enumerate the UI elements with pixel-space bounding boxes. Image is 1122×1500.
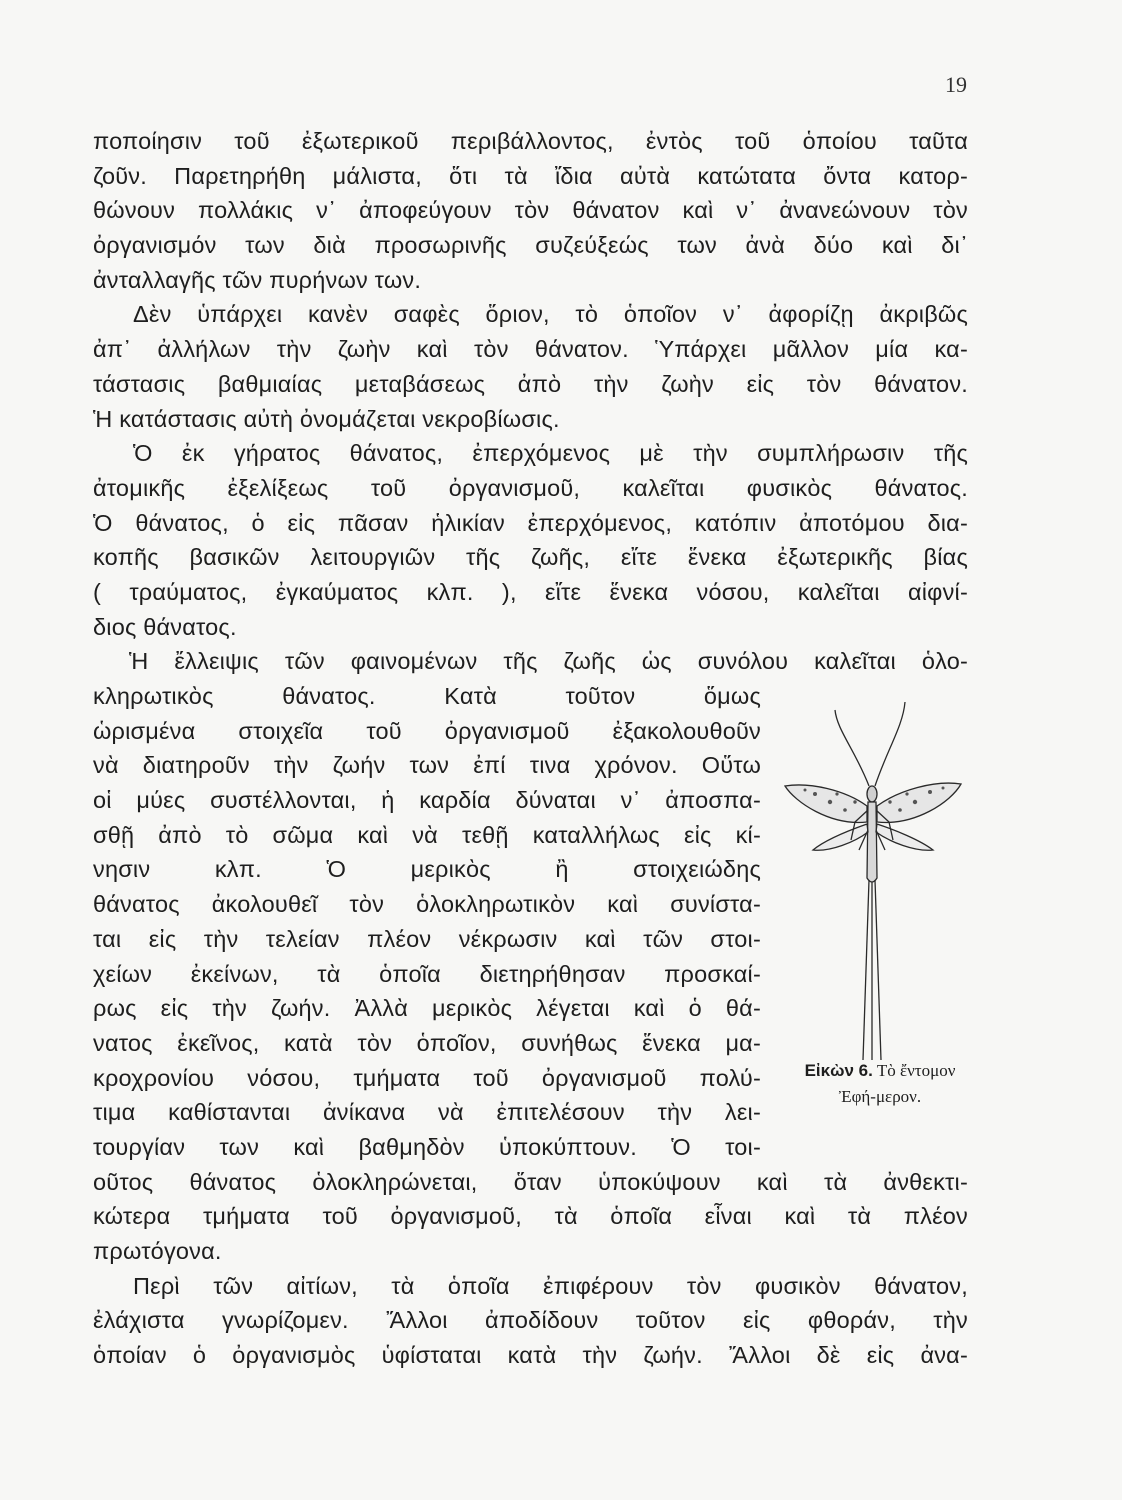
text-line: ( τραύματος, ἐγκαύματος κλπ. ), εἴτε ἕνεκα νόσου, καλεῖται αἰφνί- bbox=[93, 578, 968, 605]
figure-caption-text: Τὸ ἔντομον Ἐφή-μερον. bbox=[838, 1061, 956, 1106]
text-line: Ἡ ἔλλειψις τῶν φαινομένων τῆς ζωῆς ὡς συνόλου καλεῖται ὁλο- bbox=[129, 648, 968, 675]
text-line: Περὶ τῶν αἰτίων, τὰ ὁποῖα ἐπιφέρουν τὸν φυσικὸν θάνατον, bbox=[133, 1272, 968, 1299]
text-line: ζοῦν. Παρετηρήθη μάλιστα, ὅτι τὰ ἴδια αὐτὰ κατώτατα ὄντα κατορ- bbox=[93, 162, 968, 189]
text-line: ἀνταλλαγῆς τῶν πυρήνων των. bbox=[93, 266, 422, 293]
text-line: νησιν κλπ. Ὁ μερικὸς ἢ στοιχειώδης bbox=[93, 856, 761, 883]
text-line: ἀπ᾽ ἀλλήλων τὴν ζωὴν καὶ τὸν θάνατον. Ὑπάρχει μᾶλλον μία κα- bbox=[93, 336, 968, 363]
text-line: πρωτόγονα. bbox=[93, 1238, 222, 1264]
page-number: 19 bbox=[945, 72, 967, 97]
text-line: ὡρισμένα στοιχεῖα τοῦ ὀργανισμοῦ ἐξακολουθοῦν bbox=[93, 717, 761, 744]
text-line: κληρωτικὸς θάνατος. Κατὰ τοῦτον ὅμως bbox=[93, 683, 761, 709]
text-line: τουργίαν των καὶ βαθμηδὸν ὑποκύπτουν. Ὁ τοι- bbox=[93, 1133, 761, 1160]
text-line: ποποίησιν τοῦ ἐξωτερικοῦ περιβάλλοντος, ἐντὸς τοῦ ὁποίου ταῦτα bbox=[93, 128, 968, 154]
text-line: οῦτος θάνατος ὁλοκληρώνεται, ὅταν ὑποκύψουν καὶ τὰ ἀνθεκτι- bbox=[93, 1168, 968, 1195]
text-line: ται εἰς τὴν τελείαν πλέον νέκρωσιν καὶ τῶν στοι- bbox=[93, 925, 761, 952]
text-line: οἱ μύες συστέλλονται, ἡ καρδία δύναται ν᾽ ἀποσπα- bbox=[93, 787, 761, 814]
text-line: κώτερα τμήματα τοῦ ὀργανισμοῦ, τὰ ὁποῖα εἶναι καὶ τὰ πλέον bbox=[93, 1203, 968, 1230]
text-line: ἐλάχιστα γνωρίζομεν. Ἄλλοι ἀποδίδουν τοῦτον εἰς φθοράν, τὴν bbox=[93, 1307, 968, 1334]
text-line: τάστασις βαθμιαίας μεταβάσεως ἀπὸ τὴν ζωὴν εἰς τὸν θάνατον. bbox=[93, 370, 968, 397]
text-line: ὀργανισμόν των διὰ προσωρινῆς συζεύξεώς των ἀνὰ δύο καὶ δι᾽ bbox=[93, 232, 968, 259]
text-line: σθῇ ἀπὸ τὸ σῶμα καὶ νὰ τεθῇ καταλλήλως εἰς κί- bbox=[93, 821, 761, 848]
text-line: θάνατος ἀκολουθεῖ τὸν ὁλοκληρωτικὸν καὶ συνίστα- bbox=[93, 891, 761, 918]
text-line: Ὁ θάνατος, ὁ εἰς πᾶσαν ἡλικίαν ἐπερχόμενος, κατόπιν ἀποτόμου δια- bbox=[93, 509, 968, 536]
text-line: νὰ διατηροῦν τὴν ζωήν των ἐπί τινα χρόνον. Οὕτω bbox=[93, 752, 761, 779]
text-line: θώνουν πολλάκις ν᾽ ἀποφεύγουν τὸν θάνατον καὶ ν᾽ ἀνανεώνουν τὸν bbox=[93, 197, 968, 224]
text-line: κοπῆς βασικῶν λειτουργιῶν τῆς ζωῆς, εἴτε ἕνεκα ἐξωτερικῆς βίας bbox=[93, 544, 968, 571]
text-line: νατος ἐκεῖνος, κατὰ τὸν ὁποῖον, συνήθως ἕνεκα μα- bbox=[93, 1029, 761, 1056]
text-line: ὁποίαν ὁ ὀργανισμὸς ὑφίσταται κατὰ τὴν ζωήν. Ἄλλοι δὲ εἰς ἀνα- bbox=[93, 1342, 968, 1369]
text-line: Ἡ κατάστασις αὐτὴ ὀνομάζεται νεκροβίωσις. bbox=[93, 405, 560, 432]
mayfly-icon bbox=[775, 690, 970, 1060]
text-line: κροχρονίου νόσου, τμήματα τοῦ ὀργανισμοῦ πολύ- bbox=[93, 1064, 761, 1091]
text-line: ρως εἰς τὴν ζωήν. Ἀλλὰ μερικὸς λέγεται καὶ ὁ θά- bbox=[93, 995, 761, 1022]
text-line: τιμα καθίστανται ἀνίκανα νὰ ἐπιτελέσουν τὴν λει- bbox=[93, 1099, 761, 1126]
figure-caption bbox=[790, 1058, 970, 1110]
text-line: Ὁ ἐκ γήρατος θάνατος, ἐπερχόμενος μὲ τὴν συμπλήρωσιν τῆς bbox=[133, 440, 968, 467]
text-line: ἀτομικῆς ἐξελίξεως τοῦ ὀργανισμοῦ, καλεῖται φυσικὸς θάνατος. bbox=[93, 474, 968, 501]
text-line: Δὲν ὑπάρχει κανὲν σαφὲς ὅριον, τὸ ὁποῖον ν᾽ ἀφορίζῃ ἀκριβῶς bbox=[133, 301, 968, 328]
text-line: διος θάνατος. bbox=[93, 613, 237, 640]
figure-caption-label: Εἰκὼν 6. bbox=[804, 1061, 873, 1080]
text-line: χείων ἐκείνων, τὰ ὁποῖα διετηρήθησαν προσκαί- bbox=[93, 960, 761, 987]
